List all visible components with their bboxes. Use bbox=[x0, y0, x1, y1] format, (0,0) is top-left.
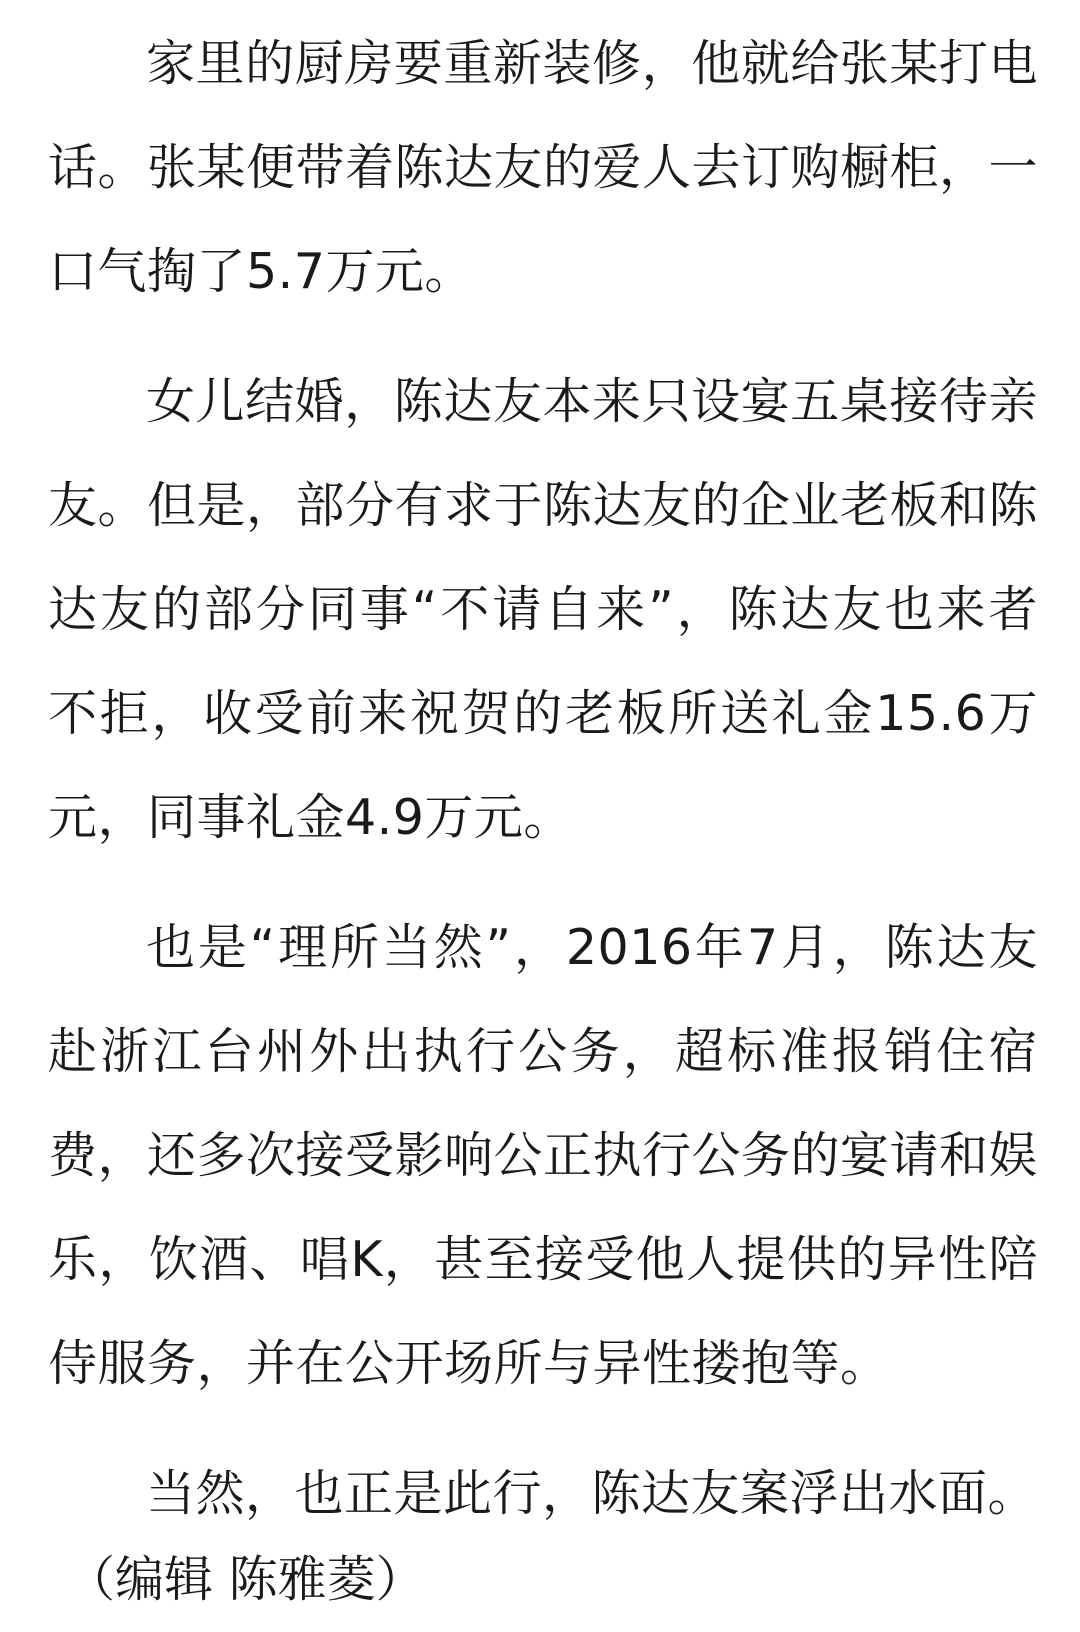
paragraph-daughter-wedding: 女儿结婚，陈达友本来只设宴五桌接待亲友。但是，部分有求于陈达友的企业老板和陈达友的部分同事“不请自来”，陈达友也来者不拒，收受前来祝贺的老板所送礼金15.6万元，同事礼金4.9万元。 bbox=[48, 373, 1039, 846]
paragraph-case-surfaced: 当然，也正是此行，陈达友案浮出水面。 bbox=[146, 1465, 1038, 1522]
editor-note: （编辑 陈雅菱） bbox=[66, 1551, 425, 1608]
paragraph-kitchen-renovation: 家里的厨房要重新装修，他就给张某打电话。张某便带着陈达友的爱人去订购橱柜，一口气掏了5.7万元。 bbox=[48, 35, 1039, 300]
paragraph-taizhou-trip: 也是“理所当然”，2016年7月，陈达友赴浙江台州外出执行公务，超标准报销住宿费，还多次接受影响公正执行公务的宴请和娱乐，饮酒、唱K，甚至接受他人提供的异性陪侍服务，并在公开场所与异性搂抱等。 bbox=[48, 919, 1039, 1392]
article-body bbox=[48, 12, 1038, 1632]
